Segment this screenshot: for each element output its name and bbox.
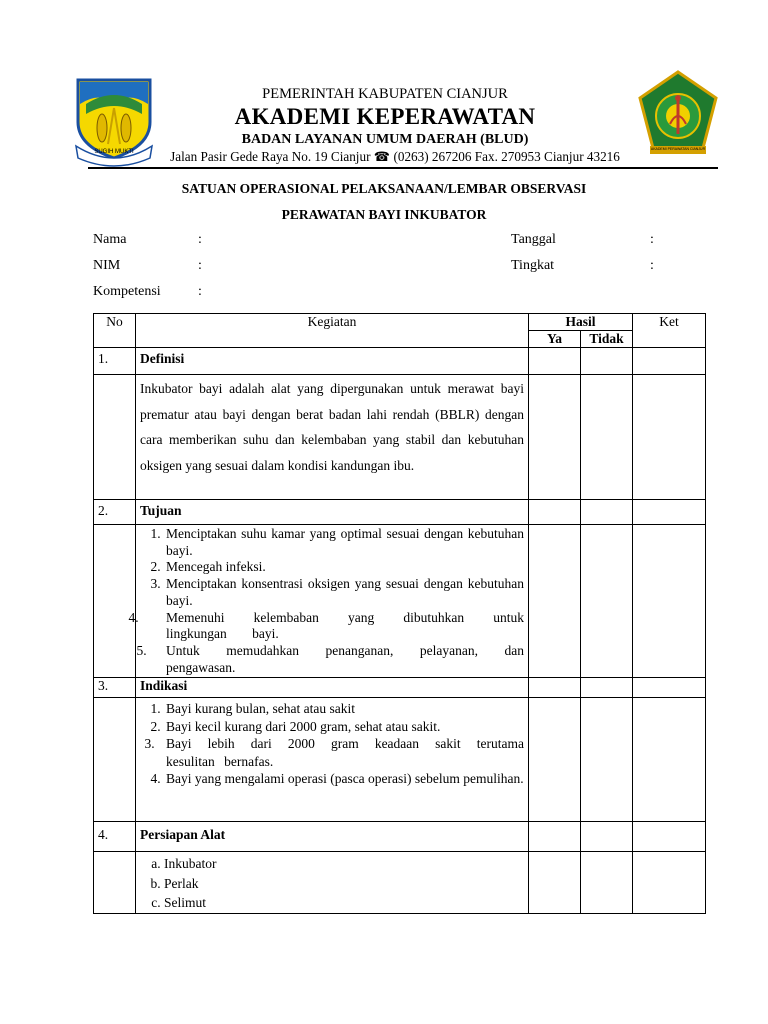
list-item: 3. Bayi lebih dari 2000 gram keadaan sakit terutama kesulitan bernafas. <box>164 735 524 770</box>
check-ya-4[interactable] <box>529 822 581 852</box>
section-heading-definisi: Definisi <box>136 348 529 375</box>
check-tidak-1-detail[interactable] <box>581 375 633 500</box>
field-label-tanggal: Tanggal <box>511 232 556 247</box>
check-tidak-4-detail[interactable] <box>581 852 633 914</box>
header-tidak: Tidak <box>581 331 633 348</box>
header-ya: Ya <box>529 331 581 348</box>
field-colon-tingkat: : <box>650 258 654 273</box>
row-no-1: 1. <box>94 348 136 375</box>
row-no-3: 3. <box>94 678 136 698</box>
field-colon-kompetensi: : <box>198 284 202 299</box>
header-ket: Ket <box>633 314 706 348</box>
section-heading-persiapan-alat: Persiapan Alat <box>136 822 529 852</box>
crest-ribbon-text: SUGIH MUKTI <box>94 149 134 155</box>
definisi-text: Inkubator bayi adalah alat yang dipergunakan untuk merawat bayi prematur atau bayi dengan berat badan lahi rendah (BBLR) dengan cara memberikan suhu dan kelembaban yang stabil dan kebutuhan oksigen yang sesuai dalam kondisi kandungan ibu. <box>136 375 529 500</box>
check-ya-4-detail[interactable] <box>529 852 581 914</box>
letterhead-agency: BADAN LAYANAN UMUM DAERAH (BLUD) <box>241 132 529 147</box>
observation-table <box>93 313 706 914</box>
ket-2[interactable] <box>633 500 706 525</box>
tujuan-list <box>140 526 524 676</box>
field-label-tingkat: Tingkat <box>511 258 555 273</box>
letterhead-institution: AKADEMI KEPERAWATAN <box>234 104 536 129</box>
list-item: 1. Menciptakan suhu kamar yang optimal sesuai dengan kebutuhan bayi. <box>164 526 524 559</box>
ket-1[interactable] <box>633 348 706 375</box>
list-item: 2. Mencegah infeksi. <box>164 559 524 576</box>
ket-4-detail[interactable] <box>633 852 706 914</box>
field-label-nim: NIM <box>93 258 121 273</box>
field-colon-tanggal: : <box>650 232 654 247</box>
check-ya-3-detail[interactable] <box>529 698 581 822</box>
check-tidak-4[interactable] <box>581 822 633 852</box>
check-tidak-1[interactable] <box>581 348 633 375</box>
check-ya-3[interactable] <box>529 678 581 698</box>
ket-1-detail[interactable] <box>633 375 706 500</box>
document-subtitle: PERAWATAN BAYI INKUBATOR <box>281 207 487 222</box>
header-hasil: Hasil <box>529 314 633 331</box>
list-item: 3. Menciptakan konsentrasi oksigen yang sesuai dengan kebutuhan bayi. <box>164 576 524 609</box>
list-item: 4. Bayi yang mengalami operasi (pasca operasi) sebelum pemulihan. <box>164 770 524 788</box>
field-label-kompetensi: Kompetensi <box>93 284 161 299</box>
ket-3-detail[interactable] <box>633 698 706 822</box>
list-item: 1. Bayi kurang bulan, sehat atau sakit <box>164 700 524 718</box>
check-tidak-3[interactable] <box>581 678 633 698</box>
header-kegiatan: Kegiatan <box>136 314 529 348</box>
check-tidak-3-detail[interactable] <box>581 698 633 822</box>
persiapan-alat-list <box>140 854 524 913</box>
check-tidak-2-detail[interactable] <box>581 525 633 678</box>
field-colon-nama: : <box>198 232 202 247</box>
letterhead-government: PEMERINTAH KABUPATEN CIANJUR <box>262 86 508 102</box>
row-no-2: 2. <box>94 500 136 525</box>
list-item: c. Selimut <box>164 893 524 913</box>
emblem-ribbon-text: AKADEMI PERAWATAN CIANJUR <box>650 147 706 151</box>
list-item: b. Perlak <box>164 874 524 894</box>
header-no: No <box>94 314 136 348</box>
ket-2-detail[interactable] <box>633 525 706 678</box>
letterhead-address: Jalan Pasir Gede Raya No. 19 Cianjur ☎ (0263) 267206 Fax. 270953 Cianjur 43216 <box>170 149 620 164</box>
check-tidak-2[interactable] <box>581 500 633 525</box>
check-ya-1[interactable] <box>529 348 581 375</box>
list-item: 4. Memenuhi kelembaban yang dibutuhkan untuk lingkungan bayi. <box>164 610 524 643</box>
section-heading-indikasi: Indikasi <box>136 678 529 698</box>
section-heading-tujuan: Tujuan <box>136 500 529 525</box>
list-item: 2. Bayi kecil kurang dari 2000 gram, sehat atau sakit. <box>164 718 524 736</box>
row-no-4: 4. <box>94 822 136 852</box>
akper-emblem-logo <box>636 68 720 160</box>
indikasi-list <box>140 700 524 788</box>
check-ya-2[interactable] <box>529 500 581 525</box>
field-label-nama: Nama <box>93 232 127 247</box>
ket-4[interactable] <box>633 822 706 852</box>
ket-3[interactable] <box>633 678 706 698</box>
letterhead-divider <box>88 167 718 169</box>
check-ya-1-detail[interactable] <box>529 375 581 500</box>
field-colon-nim: : <box>198 258 202 273</box>
document-title: SATUAN OPERASIONAL PELAKSANAAN/LEMBAR OBSERVASI <box>181 181 587 196</box>
list-item: a. Inkubator <box>164 854 524 874</box>
check-ya-2-detail[interactable] <box>529 525 581 678</box>
list-item: 5. Untuk memudahkan penanganan, pelayanan, dan pengawasan. <box>164 643 524 676</box>
